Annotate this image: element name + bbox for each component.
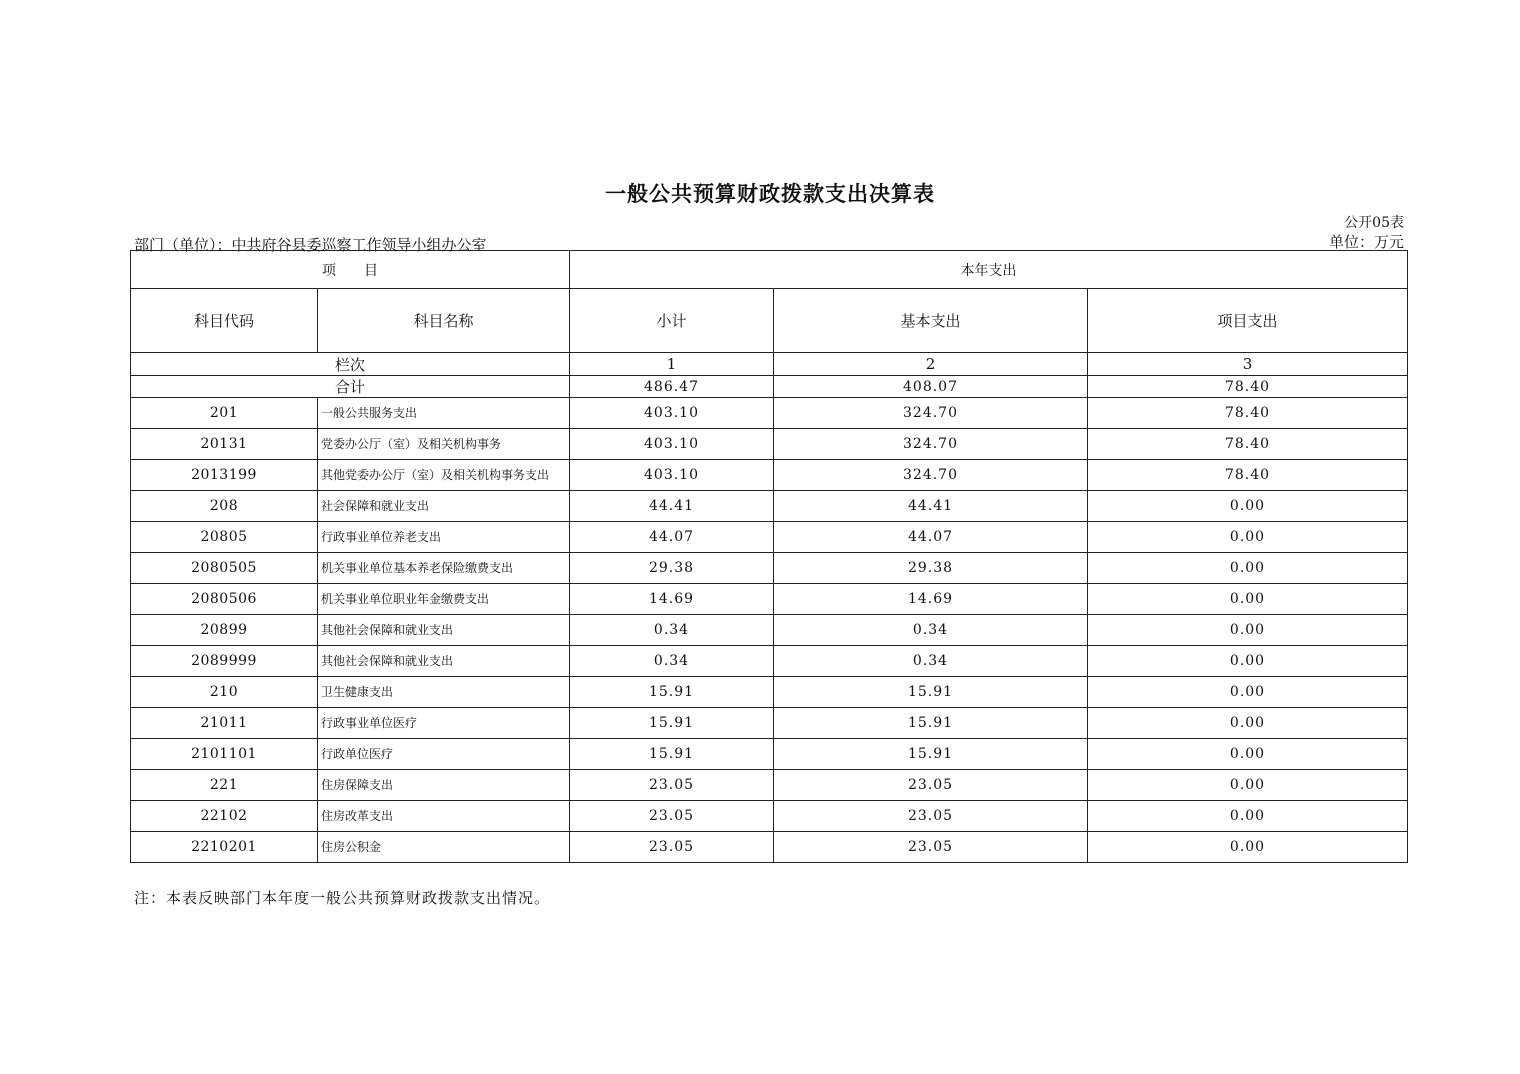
row-project: 0.00 bbox=[1088, 491, 1408, 522]
table-row bbox=[131, 491, 1408, 522]
row-basic: 23.05 bbox=[774, 801, 1088, 832]
row-name: 一般公共服务支出 bbox=[318, 398, 570, 429]
row-code: 20899 bbox=[131, 615, 318, 646]
total-subtotal: 486.47 bbox=[570, 376, 774, 398]
expenditure-table bbox=[130, 250, 1408, 863]
department-label: 部门（单位）：中共府谷县委巡察工作领导小组办公室 bbox=[134, 236, 487, 254]
row-code: 208 bbox=[131, 491, 318, 522]
row-subtotal: 44.41 bbox=[570, 491, 774, 522]
row-code: 2080506 bbox=[131, 584, 318, 615]
header-item: 项 目 bbox=[131, 251, 570, 289]
row-name: 卫生健康支出 bbox=[318, 677, 570, 708]
table-row bbox=[131, 677, 1408, 708]
row-subtotal: 23.05 bbox=[570, 832, 774, 863]
column-number-row bbox=[131, 353, 1408, 376]
row-project: 78.40 bbox=[1088, 429, 1408, 460]
row-subtotal: 15.91 bbox=[570, 739, 774, 770]
table-row bbox=[131, 522, 1408, 553]
row-subtotal: 403.10 bbox=[570, 429, 774, 460]
row-code: 2013199 bbox=[131, 460, 318, 491]
header-name: 科目名称 bbox=[318, 289, 570, 353]
row-subtotal: 23.05 bbox=[570, 801, 774, 832]
total-row bbox=[131, 376, 1408, 398]
row-project: 0.00 bbox=[1088, 832, 1408, 863]
row-basic: 15.91 bbox=[774, 677, 1088, 708]
row-project: 0.00 bbox=[1088, 615, 1408, 646]
table-row bbox=[131, 398, 1408, 429]
form-number: 公开05表 bbox=[1344, 215, 1404, 231]
row-basic: 0.34 bbox=[774, 615, 1088, 646]
row-project: 0.00 bbox=[1088, 708, 1408, 739]
row-subtotal: 15.91 bbox=[570, 677, 774, 708]
row-name: 其他社会保障和就业支出 bbox=[318, 615, 570, 646]
row-name: 行政单位医疗 bbox=[318, 739, 570, 770]
row-code: 221 bbox=[131, 770, 318, 801]
row-name: 住房公积金 bbox=[318, 832, 570, 863]
row-code: 21011 bbox=[131, 708, 318, 739]
row-name: 其他党委办公厅（室）及相关机构事务支出 bbox=[318, 460, 570, 491]
footnote: 注：本表反映部门本年度一般公共预算财政拨款支出情况。 bbox=[134, 889, 551, 907]
row-code: 2210201 bbox=[131, 832, 318, 863]
table-row bbox=[131, 553, 1408, 584]
header-basic: 基本支出 bbox=[774, 289, 1088, 353]
column-1: 1 bbox=[570, 353, 774, 376]
row-name: 行政事业单位养老支出 bbox=[318, 522, 570, 553]
row-subtotal: 44.07 bbox=[570, 522, 774, 553]
table-row bbox=[131, 739, 1408, 770]
table-row bbox=[131, 646, 1408, 677]
unit-label: 单位：万元 bbox=[1328, 233, 1404, 251]
page-title: 一般公共预算财政拨款支出决算表 bbox=[605, 181, 935, 206]
row-name: 行政事业单位医疗 bbox=[318, 708, 570, 739]
table-row bbox=[131, 832, 1408, 863]
row-basic: 324.70 bbox=[774, 429, 1088, 460]
total-label: 合计 bbox=[131, 376, 570, 398]
row-code: 2089999 bbox=[131, 646, 318, 677]
row-subtotal: 403.10 bbox=[570, 460, 774, 491]
row-code: 210 bbox=[131, 677, 318, 708]
row-code: 22102 bbox=[131, 801, 318, 832]
row-subtotal: 15.91 bbox=[570, 708, 774, 739]
total-project: 78.40 bbox=[1088, 376, 1408, 398]
header-row-1 bbox=[131, 251, 1408, 289]
row-basic: 23.05 bbox=[774, 832, 1088, 863]
row-basic: 324.70 bbox=[774, 460, 1088, 491]
row-name: 社会保障和就业支出 bbox=[318, 491, 570, 522]
table-row bbox=[131, 429, 1408, 460]
row-project: 0.00 bbox=[1088, 770, 1408, 801]
row-name: 党委办公厅（室）及相关机构事务 bbox=[318, 429, 570, 460]
table-row bbox=[131, 615, 1408, 646]
table-row bbox=[131, 770, 1408, 801]
row-code: 20805 bbox=[131, 522, 318, 553]
row-subtotal: 23.05 bbox=[570, 770, 774, 801]
row-project: 0.00 bbox=[1088, 646, 1408, 677]
row-project: 78.40 bbox=[1088, 398, 1408, 429]
row-project: 0.00 bbox=[1088, 584, 1408, 615]
row-project: 0.00 bbox=[1088, 522, 1408, 553]
header-code: 科目代码 bbox=[131, 289, 318, 353]
row-code: 201 bbox=[131, 398, 318, 429]
row-basic: 29.38 bbox=[774, 553, 1088, 584]
row-project: 0.00 bbox=[1088, 801, 1408, 832]
row-subtotal: 0.34 bbox=[570, 646, 774, 677]
row-code: 2101101 bbox=[131, 739, 318, 770]
row-basic: 14.69 bbox=[774, 584, 1088, 615]
row-code: 2080505 bbox=[131, 553, 318, 584]
row-name: 住房改革支出 bbox=[318, 801, 570, 832]
row-project: 78.40 bbox=[1088, 460, 1408, 491]
header-project: 项目支出 bbox=[1088, 289, 1408, 353]
table-row bbox=[131, 801, 1408, 832]
row-project: 0.00 bbox=[1088, 677, 1408, 708]
table-row bbox=[131, 460, 1408, 491]
row-project: 0.00 bbox=[1088, 739, 1408, 770]
header-subtotal: 小计 bbox=[570, 289, 774, 353]
row-subtotal: 14.69 bbox=[570, 584, 774, 615]
row-basic: 44.41 bbox=[774, 491, 1088, 522]
column-label: 栏次 bbox=[131, 353, 570, 376]
row-name: 机关事业单位职业年金缴费支出 bbox=[318, 584, 570, 615]
row-basic: 15.91 bbox=[774, 739, 1088, 770]
column-3: 3 bbox=[1088, 353, 1408, 376]
row-basic: 15.91 bbox=[774, 708, 1088, 739]
row-subtotal: 403.10 bbox=[570, 398, 774, 429]
row-basic: 324.70 bbox=[774, 398, 1088, 429]
row-name: 其他社会保障和就业支出 bbox=[318, 646, 570, 677]
row-basic: 44.07 bbox=[774, 522, 1088, 553]
row-basic: 23.05 bbox=[774, 770, 1088, 801]
table-row bbox=[131, 708, 1408, 739]
row-subtotal: 29.38 bbox=[570, 553, 774, 584]
header-row-2 bbox=[131, 289, 1408, 353]
total-basic: 408.07 bbox=[774, 376, 1088, 398]
row-name: 机关事业单位基本养老保险缴费支出 bbox=[318, 553, 570, 584]
table-row bbox=[131, 584, 1408, 615]
column-2: 2 bbox=[774, 353, 1088, 376]
row-project: 0.00 bbox=[1088, 553, 1408, 584]
header-current-year: 本年支出 bbox=[570, 251, 1408, 289]
row-subtotal: 0.34 bbox=[570, 615, 774, 646]
row-code: 20131 bbox=[131, 429, 318, 460]
row-basic: 0.34 bbox=[774, 646, 1088, 677]
row-name: 住房保障支出 bbox=[318, 770, 570, 801]
